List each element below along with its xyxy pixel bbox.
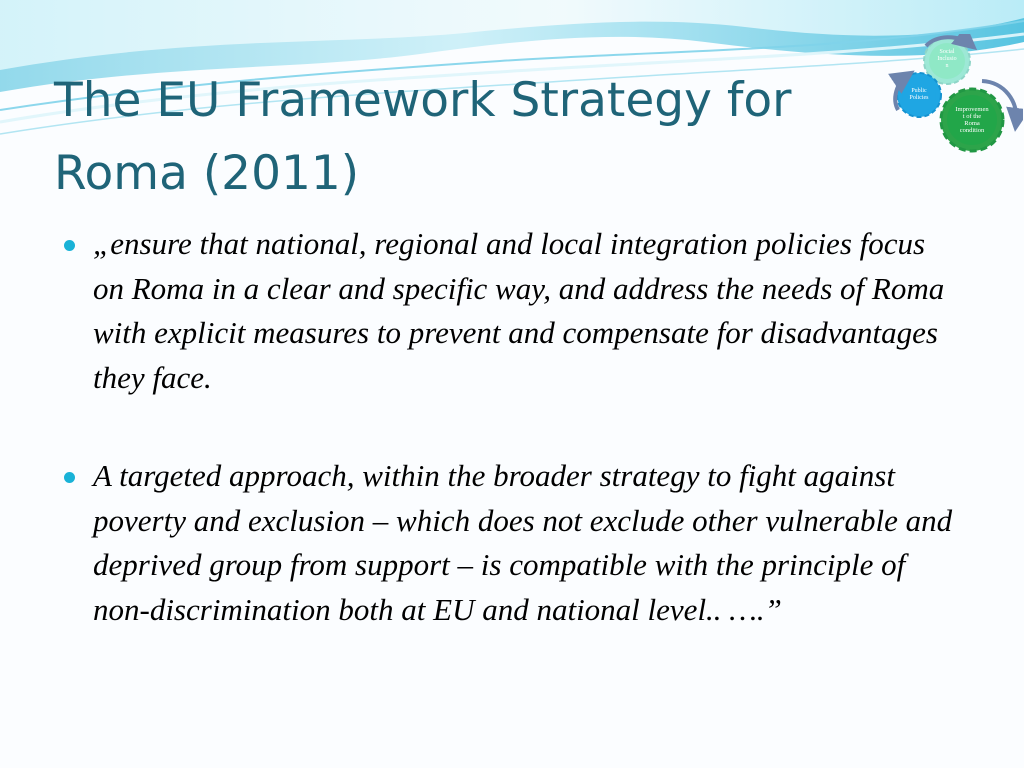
improvement-gear-label-line-3: Roma: [964, 120, 980, 127]
bullet-item: [60, 454, 960, 632]
slide-title-line-2: Roma (2011): [54, 146, 360, 201]
improvement-roma-condition-gear: [941, 89, 1003, 151]
social-inclusion-gear-label-line-1: Social: [939, 49, 955, 55]
improvement-gear-label-line-2: t of the: [962, 113, 982, 120]
public-policies-gear-label-line-2: Policies: [909, 95, 929, 101]
social-inclusion-gear-label-line-3: n: [945, 63, 949, 69]
bullet-list: [60, 222, 960, 686]
bullet-dot-icon: [64, 472, 75, 483]
slide-title-line-1: The EU Framework Strategy for: [54, 73, 792, 128]
bullet-text: A targeted approach, within the broader strategy to fight against poverty and exclusion – which does not exclude other vulnerable and deprived group from support – is compatible with the principle of non-discrimination both at EU and national level.. ….”: [93, 458, 953, 627]
bullet-dot-icon: [64, 240, 75, 251]
improvement-gear-label-line-4: condition: [959, 127, 985, 134]
slide-title: [54, 64, 874, 210]
improvement-gear-label-line-1: Improvemen: [955, 106, 989, 113]
bullet-text: „ensure that national, regional and local integration policies focus on Roma in a clear and specific way, and address the needs of Roma with explicit measures to prevent and compensate for disadvantages they face.: [93, 226, 945, 395]
public-policies-gear-label-line-1: Public: [911, 88, 927, 94]
bullet-item: [60, 222, 960, 400]
gear-diagram: [888, 34, 1023, 159]
social-inclusion-gear-label-line-2: Inclusio: [937, 56, 957, 62]
